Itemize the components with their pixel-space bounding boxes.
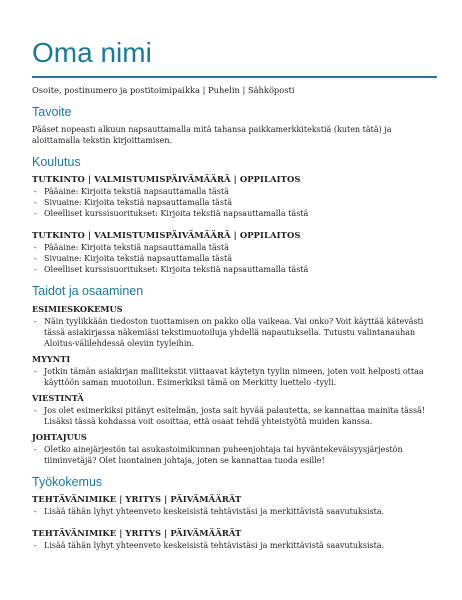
list-item-text: Pääaine: Kirjoita tekstiä napsauttamalla tästä (44, 187, 229, 196)
bullet-dash: - (34, 317, 37, 326)
section-heading[interactable]: Koulutus (32, 155, 81, 169)
bullet-dash: - (34, 198, 37, 207)
list-item[interactable] (32, 444, 437, 466)
skill-list (32, 316, 437, 349)
list-item-text: Pääaine: Kirjoita tekstiä napsauttamalla tästä (44, 243, 229, 252)
list-item[interactable] (32, 405, 437, 427)
job-entry-title[interactable]: TEHTÄVÄNIMIKE | YRITYS | PÄIVÄMÄÄRÄT (32, 494, 242, 504)
job-entry-title[interactable]: TEHTÄVÄNIMIKE | YRITYS | PÄIVÄMÄÄRÄT (32, 528, 242, 538)
job-list (32, 506, 437, 517)
skill-list (32, 366, 437, 388)
list-item-text: Jos olet esimerkiksi pitänyt esitelmän, josta sait hyvää palautetta, se kannattaa mainita tässä! Lisäksi tässä kohdassa voit osoittaa, että osaat tehdä yhteistyötä muiden kanssa. (44, 406, 426, 426)
bullet-dash: - (34, 209, 37, 218)
bullet-dash: - (34, 445, 37, 454)
list-item-text: Oletko ainejärjestön tai asukastoimikunnan puheenjohtaja tai hyväntekeväisyysjärjestön tiiminvetäjä? Olet luontainen johtaja, joten se kannattaa tuoda esille! (44, 445, 403, 465)
section-heading[interactable]: Tavoite (32, 105, 72, 119)
bullet-dash: - (34, 541, 37, 550)
bullet-dash: - (34, 367, 37, 376)
bullet-dash: - (34, 254, 37, 263)
list-item[interactable] (32, 366, 437, 388)
title-divider (32, 76, 437, 78)
list-item[interactable] (32, 208, 437, 219)
list-item-text: Sivuaine: Kirjoita tekstiä napsauttamalla tästä (44, 254, 233, 263)
education-list (32, 186, 437, 219)
section-tavoite (32, 105, 437, 146)
list-item[interactable] (32, 197, 437, 208)
list-item[interactable] (32, 316, 437, 349)
list-item-text: Lisää tähän lyhyt yhteenveto keskeisistä tehtävistäsi ja merkittävistä saavutuksista. (44, 507, 385, 516)
objective-text[interactable]: Pääset nopeasti alkuun napsauttamalla mitä tahansa paikkamerkkitekstiä (kuten tätä) ja aloittamalla tekstin kirjoittamisen. (32, 125, 392, 145)
list-item-text: Oleelliset kurssisuoritukset: Kirjoita tekstiä napsauttamalla tästä (44, 265, 309, 274)
list-item[interactable] (32, 242, 437, 253)
section-koulutus (32, 155, 437, 275)
list-item-text: Näin tyylikkään tiedoston tuottamisen on pakko olla vaikeaa. Vai onko? Voit käyttää kätevästi tässä asiakirjassa näkemiäsi tekstimuotoiluja yhdellä napautuksella. Tutustu valintanauhan Aloitus-välilehdessä oleviin tyyleihin. (44, 317, 424, 348)
page-title[interactable]: Oma nimi (32, 37, 152, 68)
list-item[interactable] (32, 264, 437, 275)
bullet-dash: - (34, 187, 37, 196)
list-item[interactable] (32, 506, 437, 517)
list-item[interactable] (32, 540, 437, 551)
skill-group-title[interactable]: VIESTINTÄ (32, 393, 84, 403)
list-item-text: Sivuaine: Kirjoita tekstiä napsauttamalla tästä (44, 198, 233, 207)
skill-list (32, 444, 437, 466)
job-list (32, 540, 437, 551)
bullet-dash: - (34, 243, 37, 252)
education-list (32, 242, 437, 275)
contact-line[interactable]: Osoite, postinumero ja postitoimipaikka | Puhelin | Sähköposti (32, 85, 295, 95)
list-item-text: Jotkin tämän asiakirjan mallitekstit viittaavat käytetyn tyylin nimeen, joten voit helposti ottaa käyttöön saman muotoilun. Esimerkiksi tämä on Merkitty luettelo -tyyli. (44, 367, 424, 387)
resume-page (32, 38, 437, 551)
list-item[interactable] (32, 253, 437, 264)
section-heading[interactable]: Taidot ja osaaminen (32, 284, 144, 298)
bullet-dash: - (34, 265, 37, 274)
skill-list (32, 405, 437, 427)
section-tyokokemus (32, 475, 437, 551)
list-item-text: Oleelliset kurssisuoritukset: Kirjoita tekstiä napsauttamalla tästä (44, 209, 309, 218)
list-item-text: Lisää tähän lyhyt yhteenveto keskeisistä tehtävistäsi ja merkittävistä saavutuksista. (44, 541, 385, 550)
education-entry-title[interactable]: TUTKINTO | VALMISTUMISPÄIVÄMÄÄRÄ | OPPILAITOS (32, 230, 301, 240)
education-entry-title[interactable]: TUTKINTO | VALMISTUMISPÄIVÄMÄÄRÄ | OPPILAITOS (32, 174, 301, 184)
bullet-dash: - (34, 406, 37, 415)
skill-group-title[interactable]: ESIMIESKOKEMUS (32, 304, 123, 314)
section-taidot (32, 284, 437, 466)
skill-group-title[interactable]: MYYNTI (32, 354, 71, 364)
list-item[interactable] (32, 186, 437, 197)
section-heading[interactable]: Työkokemus (32, 475, 103, 489)
bullet-dash: - (34, 507, 37, 516)
skill-group-title[interactable]: JOHTAJUUS (32, 432, 87, 442)
